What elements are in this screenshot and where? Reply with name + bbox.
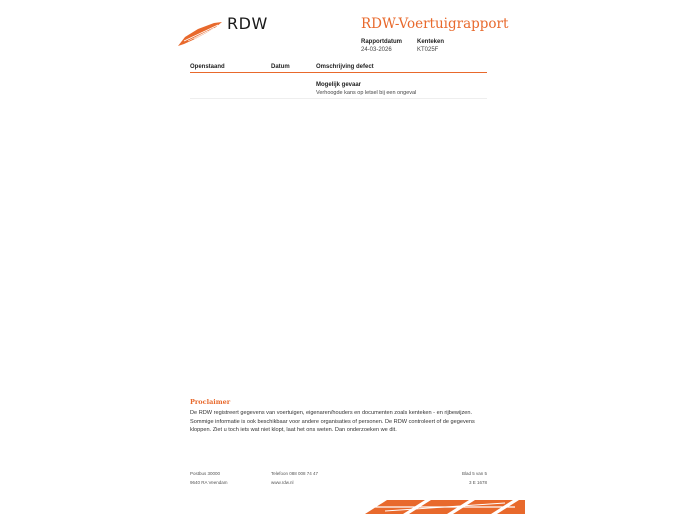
footer-phone: Telefoon 088 008 74 47 [271, 471, 319, 476]
disclaimer-text: De RDW registreert gegevens van voertuigen, eigenaren/houders en documenten zoals kenteken - en rijbewijzen. Sommige informatie is ook beschikbaar voor andere organisaties of personen. De RDW controleert of de gegevens kloppen. Ziet u toch iets wat niet klopt, laat het ons weten. Dan onderzoeken we dit. [190, 410, 475, 434]
footer-city: 9640 RA Veendam [190, 480, 228, 485]
row-divider [190, 98, 487, 99]
defect-description: Verhoogde kans op letsel bij een ongeval [316, 90, 417, 96]
footer-postbox: Postbus 30000 [190, 471, 221, 476]
plate-number: KT025F [417, 47, 439, 53]
rdw-logo [178, 22, 222, 46]
column-header-openstaand: Openstaand [190, 64, 225, 70]
column-header-datum: Datum [271, 64, 290, 70]
plate-label: Kenteken [417, 39, 445, 45]
defect-title: Mogelijk gevaar [316, 82, 362, 88]
footer-page: Blad 5 van 5 [461, 471, 487, 476]
report-title: RDW-Voertuigrapport [361, 16, 509, 32]
decorative-stripes [365, 497, 525, 514]
brand-name: RDW [227, 14, 268, 33]
column-header-omschrijving: Omschrijving defect [316, 64, 374, 70]
report-date-label: Rapportdatum [361, 39, 402, 45]
disclaimer-title: Proclaimer [190, 398, 231, 406]
footer-website: www.rdw.nl [271, 480, 294, 485]
header-divider [190, 72, 487, 73]
report-date: 24-03-2026 [361, 47, 392, 53]
footer-code: 3 E 1678 [468, 480, 487, 485]
